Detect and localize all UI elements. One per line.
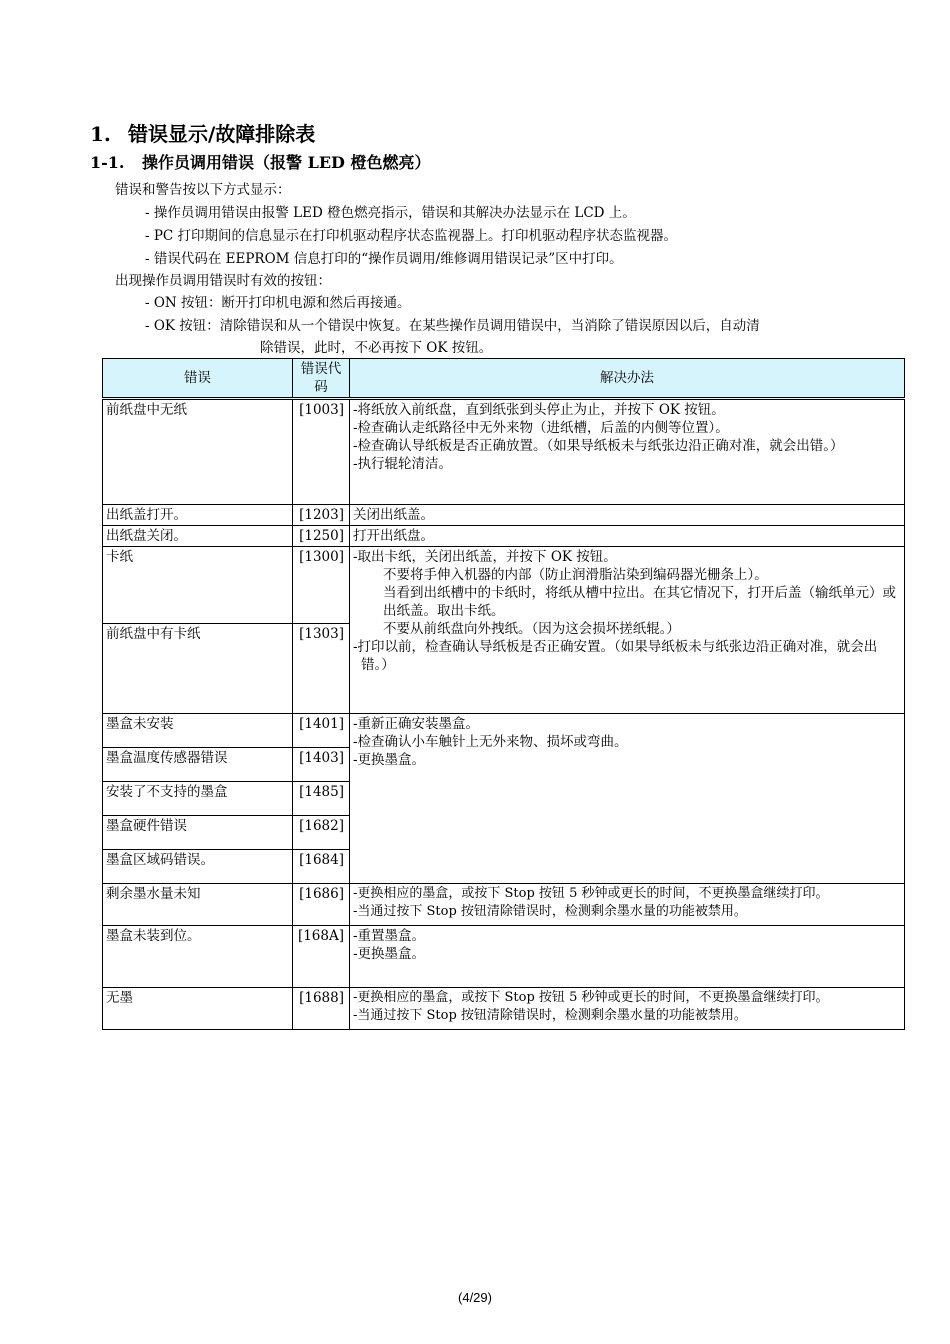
solution-cell [350,926,905,988]
button-item: - ON 按钮：断开打印机电源和然后再接通。 [145,295,411,311]
error-name: 墨盒未装到位。 [103,926,293,988]
table-row [103,505,905,526]
table-row [103,547,905,624]
solution-line: 不要从前纸盘向外拽纸。（因为这会损坏搓纸辊。） [383,621,680,637]
display-item: - PC 打印期间的信息显示在打印机驱动程序状态监视器上。打印机驱动程序状态监视器。 [145,228,678,244]
table-row [103,884,905,926]
table-row [103,399,905,505]
solution-line: -检查确认导纸板是否正确放置。（如果导纸板未与纸张边沿正确对准，就会出错。） [353,438,844,454]
solution-line: -将纸放入前纸盘，直到纸张到头停止为止，并按下 OK 按钮。 [353,402,725,418]
error-name: 无墨 [103,988,293,1030]
error-name: 前纸盘中有卡纸 [103,624,293,714]
error-name: 出纸盖打开。 [103,505,293,526]
error-name: 安装了不支持的墨盒 [103,782,293,816]
error-code: [1203] [293,505,350,526]
solution-line: -重新正确安装墨盒。 [353,716,480,732]
display-item: - 错误代码在 EEPROM 信息打印的“操作员调用/维修调用错误记录”区中打印。 [145,251,623,267]
error-name: 墨盒区域码错误。 [103,850,293,884]
error-name: 墨盒硬件错误 [103,816,293,850]
error-code: [1688] [293,988,350,1030]
solution-line: 当看到出纸槽中的卡纸时，将纸从槽中拉出。在其它情况下，打开后盖（输纸单元）或出纸盖。取出卡纸。 [383,585,896,619]
button-item-continued: 除错误，此时，不必再按下 OK 按钮。 [260,340,493,356]
error-name: 墨盒未安装 [103,714,293,748]
solution-line: 打开出纸盘。 [353,528,434,544]
solution-line: -执行辊轮清洁。 [353,456,453,472]
solution-cell [350,714,905,884]
subsection-number: 1-1. [90,153,125,172]
table-row [103,926,905,988]
solution-line: -当通过按下 Stop 按钮清除错误时，检测剩余墨水量的功能被禁用。 [353,1008,747,1023]
error-code: [168A] [293,926,350,988]
solution-line: -更换相应的墨盒，或按下 Stop 按钮 5 秒钟或更长的时间，不更换墨盒继续打印。 [353,886,829,901]
solution-cell [350,988,905,1030]
solution-line: -检查确认小车触针上无外来物、损坏或弯曲。 [353,734,628,750]
error-table [102,358,905,1030]
section-number: 1. [90,122,111,146]
error-code: [1485] [293,782,350,816]
error-name: 卡纸 [103,547,293,624]
error-code: [1682] [293,816,350,850]
error-code: [1300] [293,547,350,624]
buttons-intro: 出现操作员调用错误时有效的按钮： [115,273,331,289]
table-row [103,714,905,748]
solution-cell [350,505,905,526]
header-solution: 解决办法 [350,359,905,399]
page-number: (4/29) [458,1290,492,1305]
solution-cell [350,526,905,547]
error-name: 墨盒温度传感器错误 [103,748,293,782]
table-row [103,526,905,547]
display-item: - 操作员调用错误由报警 LED 橙色燃亮指示，错误和其解决办法显示在 LCD 上。 [145,205,636,221]
table-header-row [103,359,905,399]
solution-line: -打印以前，检查确认导纸板是否正确安置。（如果导纸板未与纸张边沿正确对准，就会出错。） [353,639,878,673]
solution-line: -当通过按下 Stop 按钮清除错误时，检测剩余墨水量的功能被禁用。 [353,904,747,919]
solution-line: -重置墨盒。 [353,928,426,944]
solution-line: -更换墨盒。 [353,946,426,962]
display-intro: 错误和警告按以下方式显示： [115,182,291,198]
header-code: 错误代码 [293,359,350,399]
error-code: [1403] [293,748,350,782]
error-name: 剩余墨水量未知 [103,884,293,926]
section-title: 错误显示/故障排除表 [128,122,316,146]
button-item: - OK 按钮：清除错误和从一个错误中恢复。在某些操作员调用错误中，当消除了错误原因以后，自动清 [145,318,760,334]
error-code: [1003] [293,399,350,505]
solution-cell [350,547,905,714]
solution-cell [350,399,905,505]
section-heading [90,118,315,147]
error-name: 前纸盘中无纸 [103,399,293,505]
header-error: 错误 [103,359,293,399]
error-code: [1684] [293,850,350,884]
subsection-heading [90,150,430,173]
error-code: [1686] [293,884,350,926]
table-row [103,988,905,1030]
solution-line: -更换相应的墨盒，或按下 Stop 按钮 5 秒钟或更长的时间，不更换墨盒继续打印。 [353,990,829,1005]
solution-line: -取出卡纸，关闭出纸盖，并按下 OK 按钮。 [353,549,617,565]
error-code: [1401] [293,714,350,748]
solution-line: -更换墨盒。 [353,752,426,768]
solution-line: 不要将手伸入机器的内部（防止润滑脂沾染到编码器光栅条上）。 [383,567,768,583]
subsection-title: 操作员调用错误（报警 LED 橙色燃亮） [142,153,431,172]
error-name: 出纸盘关闭。 [103,526,293,547]
solution-line: 关闭出纸盖。 [353,507,434,523]
solution-line: -检查确认走纸路径中无外来物（进纸槽，后盖的内侧等位置）。 [353,420,729,436]
error-code: [1303] [293,624,350,714]
solution-cell [350,884,905,926]
error-code: [1250] [293,526,350,547]
